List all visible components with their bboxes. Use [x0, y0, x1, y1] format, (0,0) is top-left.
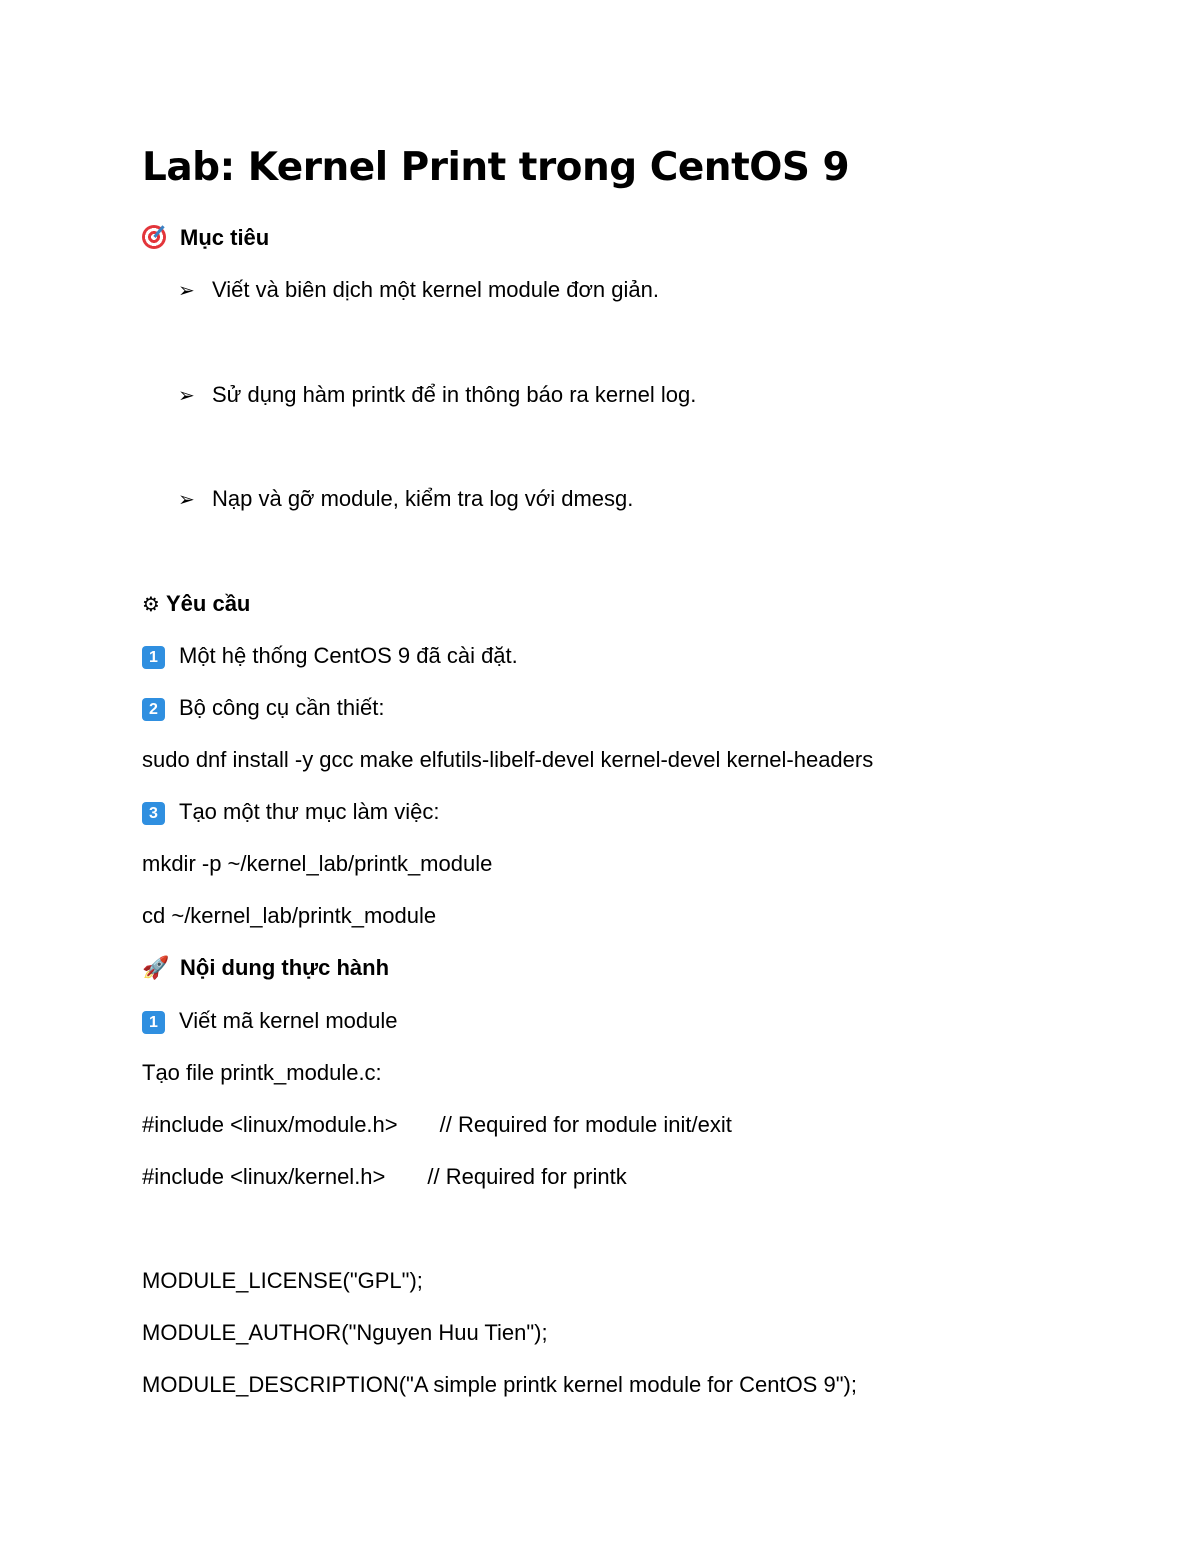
requirement-text: Một hệ thống CentOS 9 đã cài đặt. — [179, 643, 518, 668]
cd-command: cd ~/kernel_lab/printk_module — [142, 903, 437, 928]
requirement-item — [142, 797, 439, 827]
goal-item — [178, 484, 633, 514]
goal-item-text: Nạp và gỡ module, kiểm tra log với dmesg. — [212, 486, 634, 511]
requirement-text: Bộ công cụ cần thiết: — [179, 695, 385, 720]
requirements-heading — [142, 589, 250, 619]
code-comment: // Required for printk — [427, 1164, 627, 1189]
mkdir-command: mkdir -p ~/kernel_lab/printk_module — [142, 851, 493, 876]
code-line — [142, 1110, 732, 1140]
code-line: MODULE_AUTHOR("Nguyen Huu Tien"); — [142, 1320, 548, 1345]
code-line: MODULE_DESCRIPTION("A simple printk kernel module for CentOS 9"); — [142, 1372, 857, 1397]
practice-heading — [142, 953, 389, 983]
practice-step — [142, 1006, 398, 1036]
number-3-icon: 3 — [142, 802, 165, 825]
rocket-icon: 🚀 — [142, 955, 170, 980]
goal-item — [178, 380, 696, 410]
goal-item-text: Viết và biên dịch một kernel module đơn giản. — [212, 277, 659, 302]
code-include: #include <linux/kernel.h> — [142, 1164, 386, 1189]
practice-heading-text: Nội dung thực hành — [180, 955, 390, 980]
code-include: #include <linux/module.h> — [142, 1112, 398, 1137]
code-comment: // Required for module init/exit — [439, 1112, 732, 1137]
requirement-item — [142, 693, 384, 723]
page-title: Lab: Kernel Print trong CentOS 9 — [142, 145, 850, 190]
code-line: MODULE_LICENSE("GPL"); — [142, 1268, 423, 1293]
requirements-heading-text: Yêu cầu — [166, 591, 251, 616]
goal-item — [178, 275, 659, 305]
requirement-item — [142, 641, 518, 671]
arrow-bullet-icon: ➢ — [178, 385, 195, 407]
goal-heading — [142, 223, 269, 253]
arrow-bullet-icon: ➢ — [178, 489, 195, 511]
goal-item-text: Sử dụng hàm printk để in thông báo ra kernel log. — [212, 382, 697, 407]
practice-step-text: Viết mã kernel module — [179, 1008, 398, 1033]
requirement-text: Tạo một thư mục làm việc: — [179, 799, 440, 824]
number-1-icon: 1 — [142, 1011, 165, 1034]
create-file-text: Tạo file printk_module.c: — [142, 1060, 382, 1085]
number-1-icon: 1 — [142, 646, 165, 669]
gear-icon: ⚙ — [142, 594, 160, 616]
arrow-bullet-icon: ➢ — [178, 280, 195, 302]
goal-heading-text: Mục tiêu — [180, 225, 270, 250]
install-command: sudo dnf install -y gcc make elfutils-libelf-devel kernel-devel kernel-headers — [142, 747, 874, 772]
code-line — [142, 1162, 627, 1192]
target-icon — [142, 225, 166, 249]
number-2-icon: 2 — [142, 698, 165, 721]
